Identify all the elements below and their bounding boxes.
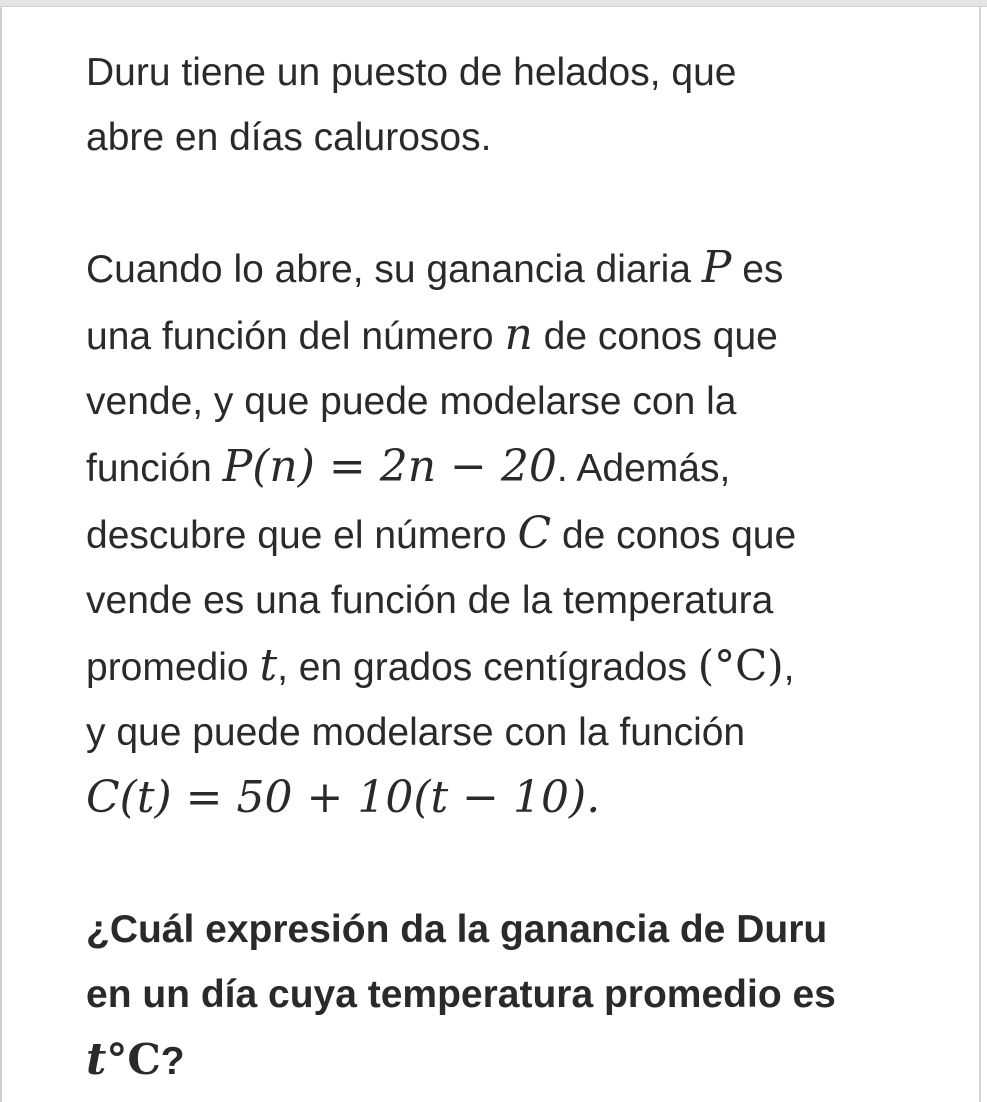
question-line-1: ¿Cuál expresión da la ganancia de Duru	[86, 908, 828, 951]
question-end: ?	[160, 1040, 185, 1083]
variable-p: P	[701, 242, 732, 293]
body-line-7-mid: , en grados centígrados	[277, 646, 698, 689]
intro-line-2: abre en días calurosos.	[86, 116, 492, 159]
body-line-6: vende es una función de la temperatura	[86, 579, 774, 622]
body-line-1-text: Cuando lo abre, su ganancia diaria	[86, 248, 702, 291]
intro-paragraph	[86, 40, 906, 170]
variable-n: n	[504, 309, 533, 360]
top-divider	[0, 0, 987, 7]
variable-c: C	[517, 508, 552, 559]
body-line-7	[86, 633, 906, 700]
body-line-1	[86, 235, 906, 302]
body-line-5-end: de conos que	[551, 514, 797, 557]
body-line-9	[86, 765, 906, 832]
body-line-3: vende, y que puede modelarse con la	[86, 380, 737, 423]
body-line-2	[86, 302, 906, 369]
body-line-1-end: es	[731, 248, 784, 291]
body-line-2-end: de conos que	[532, 315, 778, 358]
left-border	[0, 7, 2, 1102]
question-paragraph	[86, 897, 906, 1094]
body-line-7-text: promedio	[86, 646, 260, 689]
body-line-4	[86, 434, 906, 501]
right-border	[979, 7, 981, 1102]
question-line-2: en un día cuya temperatura promedio es	[86, 973, 836, 1016]
problem-content	[86, 40, 906, 1094]
body-line-2-text: una función del número	[86, 315, 505, 358]
formula-cones: C(t) = 50 + 10(t − 10)	[86, 772, 587, 823]
body-paragraph	[86, 235, 906, 832]
question-line-3	[86, 1027, 906, 1094]
formula-cones-end: .	[586, 772, 601, 823]
unit-celsius: (°C)	[697, 641, 784, 690]
body-line-7-end: ,	[783, 646, 795, 689]
body-line-8: y que puede modelarse con la función	[86, 711, 746, 754]
body-line-5-text: descubre que el número	[86, 514, 518, 557]
question-unit: °C	[106, 1035, 161, 1084]
paragraph-spacer	[86, 170, 906, 235]
body-line-5	[86, 501, 906, 568]
body-line-4-end: . Además,	[556, 447, 731, 490]
intro-line-1: Duru tiene un puesto de helados, que	[86, 51, 737, 94]
variable-t: t	[259, 640, 278, 691]
paragraph-spacer	[86, 832, 906, 897]
question-variable-t: t	[86, 1034, 107, 1085]
body-line-4-text: función	[86, 447, 223, 490]
formula-profit: P(n) = 2n − 20	[222, 441, 557, 492]
